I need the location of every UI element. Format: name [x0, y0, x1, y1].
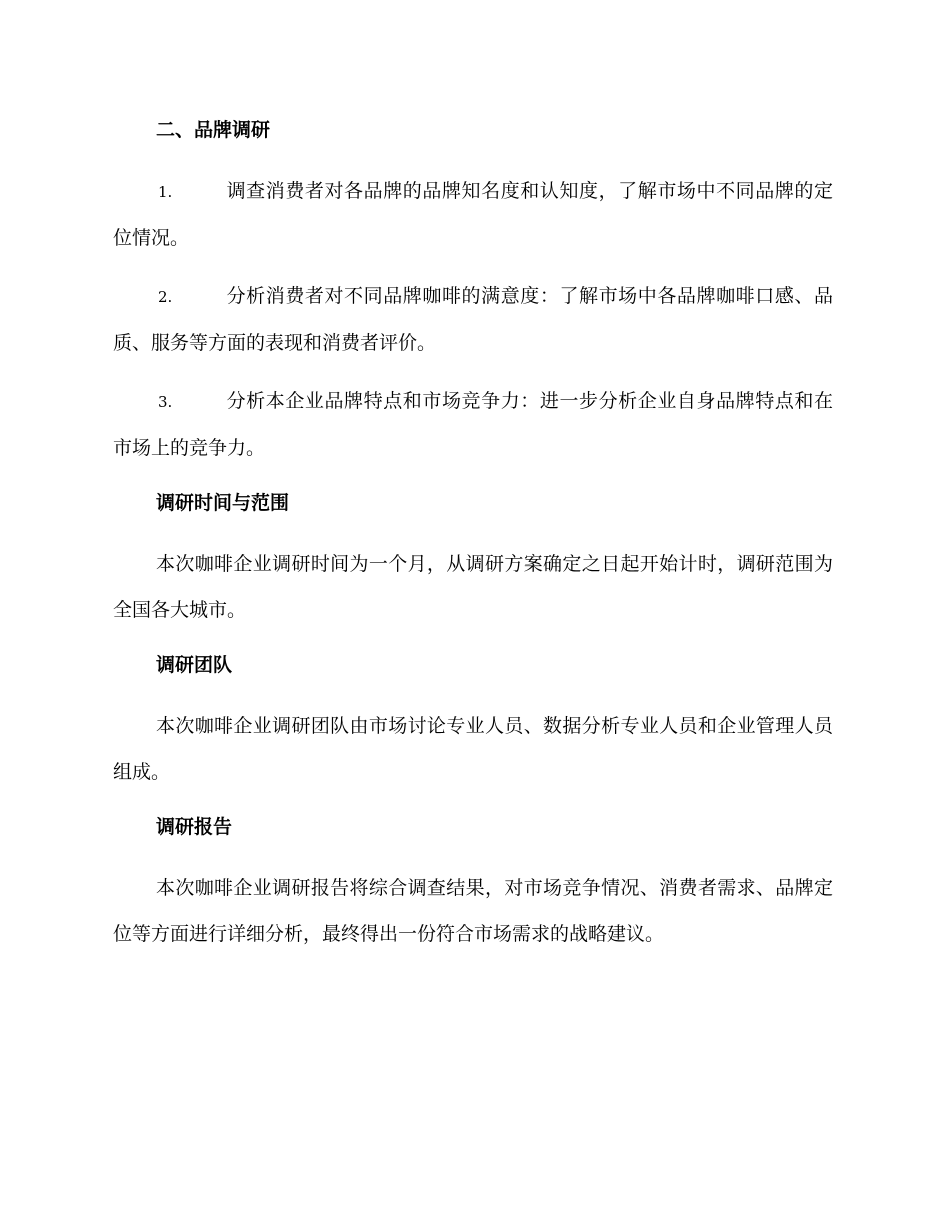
report-paragraph: 本次咖啡企业调研报告将综合调查结果，对市场竞争情况、消费者需求、品牌定位等方面进行详细分析，最终得出一份符合市场需求的战略建议。: [113, 877, 833, 945]
list-item: [113, 273, 833, 366]
list-number: 1.: [158, 183, 173, 201]
list-item: [113, 378, 833, 471]
list-text: 分析本企业品牌特点和市场竞争力：进一步分析企业自身品牌特点和在市场上的竞争力。: [113, 390, 833, 459]
team-heading: 调研团队: [156, 654, 233, 676]
list-text: 调查消费者对各品牌的品牌知名度和认知度，了解市场中不同品牌的定位情况。: [113, 180, 833, 249]
list-number: 3.: [158, 393, 173, 411]
report-heading: 调研报告: [156, 816, 233, 838]
document-page: [113, 110, 833, 969]
team-paragraph: 本次咖啡企业调研团队由市场讨论专业人员、数据分析专业人员和企业管理人员组成。: [113, 715, 833, 783]
list-number: 2.: [158, 288, 173, 306]
time-scope-heading: 调研时间与范围: [156, 492, 290, 514]
section-title: 二、品牌调研: [156, 119, 271, 141]
list-text: 分析消费者对不同品牌咖啡的满意度：了解市场中各品牌咖啡口感、品质、服务等方面的表现和消费者评价。: [113, 285, 833, 354]
time-scope-paragraph: 本次咖啡企业调研时间为一个月，从调研方案确定之日起开始计时，调研范围为全国各大城市。: [113, 553, 833, 621]
list-item: [113, 168, 833, 261]
